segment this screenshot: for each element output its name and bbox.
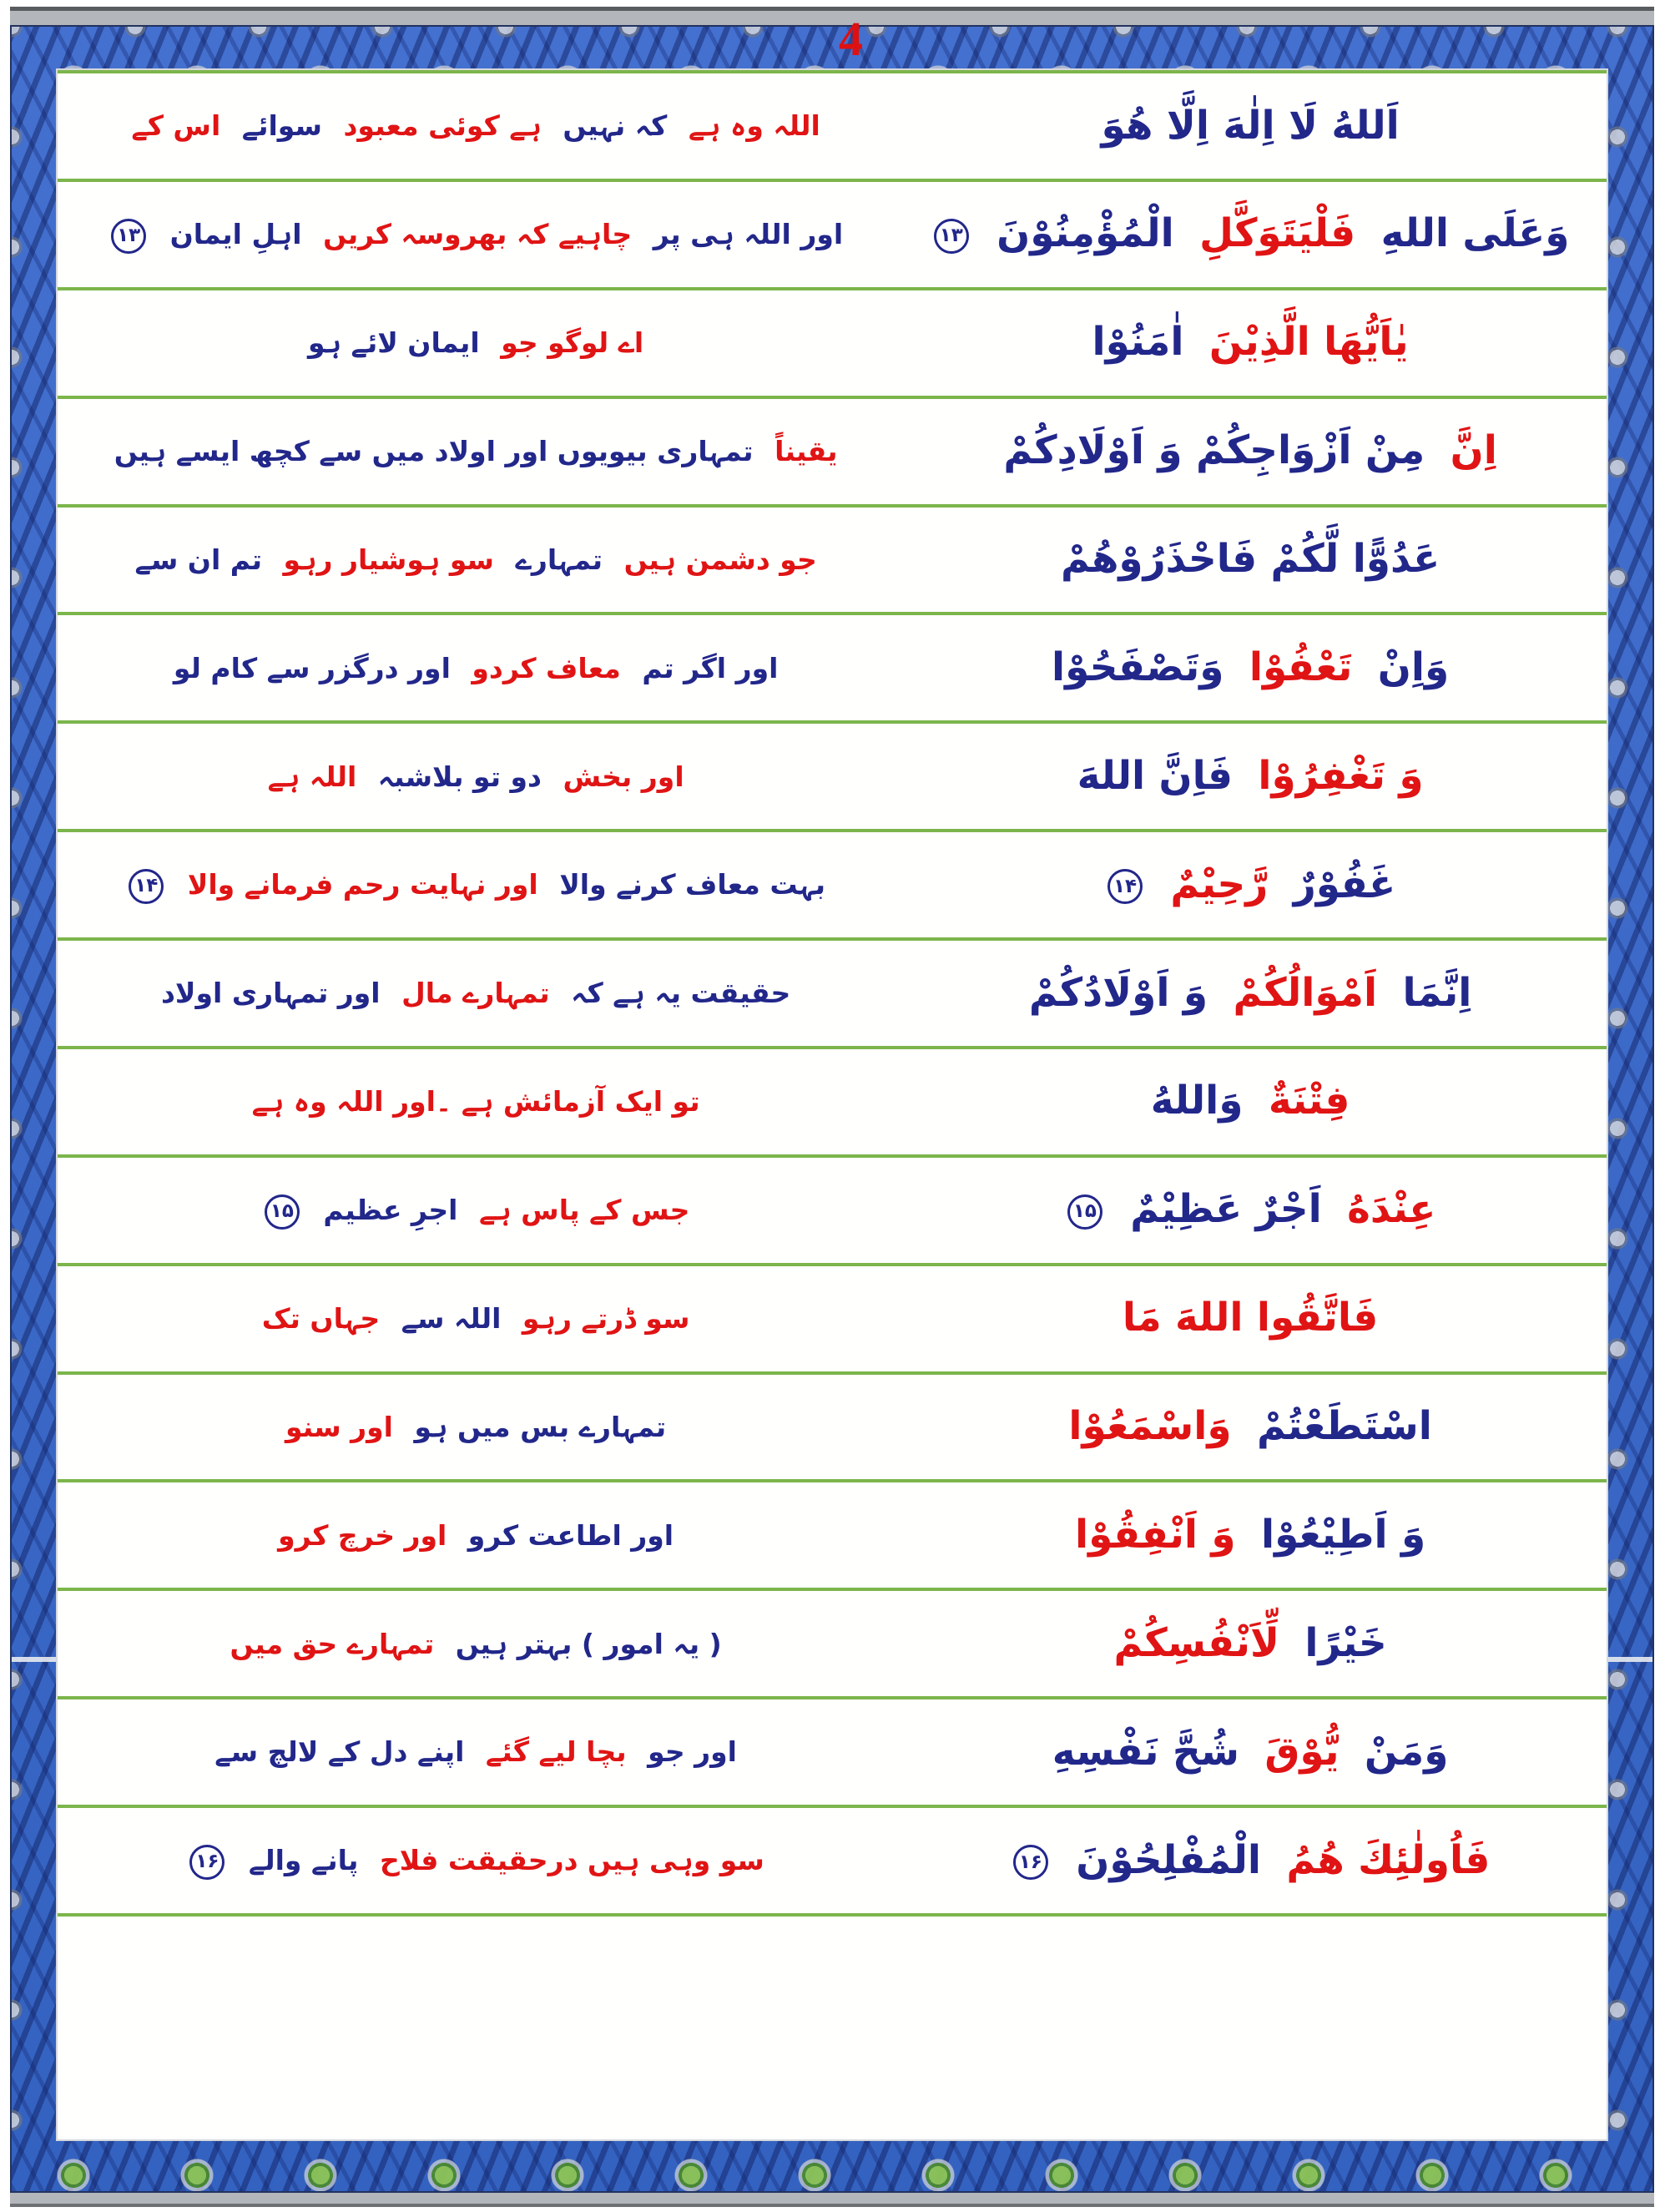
urdu-text-segment: پانے والے: [248, 1844, 359, 1877]
urdu-translation-cell: [58, 1297, 894, 1340]
urdu-text-segment: ( یہ امور ) بہتر ہیں: [455, 1627, 722, 1660]
arabic-text-segment: وَ تَغْفِرُوْا: [1258, 752, 1424, 799]
urdu-translation-cell: [58, 1623, 894, 1665]
arabic-text-segment: فَاُولٰئِكَ هُمُ: [1286, 1836, 1491, 1883]
urdu-translation-cell: [58, 755, 894, 798]
arabic-verse-cell: [894, 752, 1607, 801]
arabic-text-segment: اِنَّمَا: [1402, 969, 1472, 1016]
arabic-verse-cell: [894, 535, 1607, 584]
verse-row-11: [58, 1158, 1607, 1266]
urdu-translation-cell: [58, 1080, 894, 1123]
urdu-text-segment: تمہارے بس میں ہو: [414, 1410, 667, 1443]
urdu-text-segment: اور تمہاری اولاد: [161, 977, 381, 1010]
ornamental-border: [10, 25, 1654, 2193]
urdu-translation-cell: [58, 972, 894, 1014]
urdu-text-segment: یقیناً: [774, 434, 838, 467]
arabic-verse-cell: [894, 969, 1607, 1018]
arabic-text-segment: لِّاَنْفُسِكُمْ: [1113, 1619, 1279, 1666]
arabic-text-segment: وَاسْمَعُوْا: [1068, 1403, 1232, 1450]
urdu-text-segment: اور اگر تم: [642, 651, 779, 684]
page-number: 4: [839, 12, 863, 66]
arabic-verse-cell: [894, 210, 1607, 259]
verse-row-8: [58, 832, 1607, 941]
verse-row-17: [58, 1808, 1607, 1917]
arabic-text-segment: اٰمَنُوْا: [1092, 319, 1184, 366]
arabic-text-segment: غَفُوْرٌ: [1293, 861, 1396, 907]
urdu-text-segment: بچا لیے گئے: [485, 1735, 627, 1769]
verse-row-1: [58, 73, 1607, 182]
arabic-verse-cell: [894, 861, 1607, 910]
urdu-text-segment: کہ نہیں: [563, 109, 668, 143]
verse-number-badge: ۱۳: [934, 219, 969, 254]
urdu-text-segment: اور اطاعت کرو: [467, 1518, 674, 1552]
urdu-text-segment: سو ڈرتے رہو: [522, 1301, 690, 1335]
urdu-text-segment: اس کے: [131, 109, 221, 143]
verse-row-6: [58, 615, 1607, 724]
arabic-verse-cell: [894, 1185, 1607, 1235]
arabic-verse-cell: [894, 1294, 1607, 1343]
arabic-text-segment: اَجْرٌ عَظِيْمٌ: [1130, 1186, 1322, 1233]
urdu-text-segment: اور سنو: [285, 1410, 393, 1443]
arabic-text-segment: وَمَنْ: [1364, 1728, 1449, 1775]
arabic-text-segment: اَللهُ لَا اِلٰهَ اِلَّا هُوَ: [1101, 102, 1400, 149]
verse-number-badge: ۱۶: [1013, 1845, 1048, 1880]
verse-number-badge: ۱۶: [189, 1845, 225, 1880]
urdu-translation-cell: [58, 430, 894, 472]
urdu-text-segment: اور اللہ ہی پر: [653, 218, 844, 251]
arabic-text-segment: وَ اَنْفِقُوْا: [1075, 1511, 1236, 1558]
arabic-text-segment: خَيْرًا: [1304, 1619, 1387, 1666]
verse-row-3: [58, 290, 1607, 399]
urdu-translation-cell: [58, 1839, 894, 1881]
arabic-text-segment: يٰاَيُّهَا الَّذِيْنَ: [1208, 319, 1409, 366]
arabic-text-segment: شُحَّ نَفْسِهِ: [1052, 1728, 1239, 1775]
verse-number-badge: ۱۴: [1107, 869, 1143, 904]
urdu-text-segment: اور نہایت رحم فرمانے والا: [187, 868, 538, 901]
urdu-text-segment: اپنے دل کے لالچ سے: [214, 1735, 465, 1769]
verse-number-badge: ۱۵: [265, 1194, 300, 1230]
arabic-verse-cell: [894, 1511, 1607, 1560]
urdu-text-segment: اللہ وہ ہے: [688, 109, 820, 143]
verse-table: [58, 70, 1607, 1917]
urdu-text-segment: جس کے پاس ہے: [479, 1194, 690, 1227]
arabic-verse-cell: [894, 102, 1607, 151]
arabic-verse-cell: [894, 644, 1607, 693]
urdu-text-segment: اور درگزر سے کام لو: [173, 651, 451, 684]
arabic-text-segment: وَتَصْفَحُوْا: [1052, 644, 1224, 690]
urdu-text-segment: اے لوگو جو: [501, 326, 644, 360]
arabic-text-segment: فَلْيَتَوَكَّلِ: [1199, 210, 1356, 257]
urdu-translation-cell: [58, 538, 894, 581]
urdu-translation-cell: [58, 863, 894, 906]
arabic-text-segment: وَاِنْ: [1377, 644, 1450, 690]
verse-row-7: [58, 724, 1607, 832]
arabic-text-segment: الْمُفْلِحُوْنَ: [1076, 1836, 1261, 1883]
arabic-verse-cell: [894, 1619, 1607, 1669]
urdu-text-segment: تمہاری بیویوں اور اولاد میں سے کچھ ایسے ہیں: [114, 434, 754, 467]
verse-row-14: [58, 1482, 1607, 1591]
urdu-text-segment: اور خرچ کرو: [278, 1518, 447, 1552]
verse-row-12: [58, 1266, 1607, 1375]
verse-row-2: [58, 182, 1607, 290]
arabic-text-segment: تَعْفُوْا: [1249, 644, 1353, 690]
arabic-text-segment: اِنَّ: [1450, 427, 1497, 474]
arabic-text-segment: عِنْدَهُ: [1347, 1186, 1436, 1233]
arabic-text-segment: فَاِنَّ اللهَ: [1077, 752, 1234, 799]
urdu-text-segment: ایمان لائے ہو: [308, 326, 480, 360]
urdu-text-segment: حقیقت یہ ہے کہ: [571, 977, 791, 1010]
urdu-text-segment: اللہ ہے: [267, 760, 357, 793]
urdu-text-segment: اللہ سے: [401, 1301, 502, 1335]
arabic-text-segment: وَ اَوْلَادُكُمْ: [1028, 969, 1208, 1016]
arabic-verse-cell: [894, 1402, 1607, 1452]
urdu-text-segment: جو دشمن ہیں: [623, 543, 817, 576]
arabic-text-segment: وَ اَطِيْعُوْا: [1260, 1511, 1426, 1558]
arabic-text-segment: عَدُوًّا لَّكُمْ فَاحْذَرُوْهُمْ: [1060, 536, 1440, 583]
arabic-text-segment: اَمْوَالُكُمْ: [1233, 969, 1378, 1016]
urdu-text-segment: دو تو بلاشبہ: [377, 760, 542, 793]
urdu-text-segment: سوائے: [241, 109, 322, 143]
verse-number-badge: ۱۳: [111, 219, 146, 254]
verse-row-9: [58, 941, 1607, 1049]
urdu-text-segment: سو وہی ہیں درحقیقت فلاح: [379, 1844, 764, 1877]
urdu-text-segment: ہے کوئی معبود: [343, 109, 542, 143]
verse-row-10: [58, 1049, 1607, 1158]
urdu-translation-cell: [58, 213, 894, 255]
arabic-verse-cell: [894, 1728, 1607, 1777]
verse-row-15: [58, 1591, 1607, 1699]
urdu-text-segment: اجرِ عظیم: [323, 1194, 458, 1227]
urdu-text-segment: تمہارے مال: [401, 977, 550, 1010]
arabic-text-segment: فِتْنَةٌ: [1268, 1078, 1350, 1124]
verse-row-5: [58, 508, 1607, 616]
urdu-text-segment: اور بخش: [563, 760, 684, 793]
arabic-text-segment: اسْتَطَعْتُمْ: [1256, 1403, 1432, 1450]
arabic-text-segment: فَاتَّقُوا اللهَ مَا: [1122, 1295, 1379, 1341]
urdu-text-segment: سو ہوشیار رہو: [283, 543, 494, 576]
arabic-verse-cell: [894, 318, 1607, 367]
urdu-translation-cell: [58, 321, 894, 364]
urdu-text-segment: چاہیے کہ بھروسہ کریں: [323, 218, 633, 251]
urdu-text-segment: تمہارے حق میں: [230, 1627, 435, 1660]
arabic-text-segment: وَعَلَى اللهِ: [1380, 210, 1570, 257]
arabic-verse-cell: [894, 427, 1607, 476]
urdu-text-segment: اور جو: [648, 1735, 737, 1769]
verse-number-badge: ۱۵: [1067, 1194, 1102, 1230]
urdu-translation-cell: [58, 1514, 894, 1557]
urdu-translation-cell: [58, 647, 894, 689]
verse-row-13: [58, 1375, 1607, 1483]
arabic-text-segment: رَّحِيْمٌ: [1170, 861, 1269, 907]
arabic-text-segment: مِنْ اَزْوَاجِكُمْ وَ اَوْلَادِكُمْ: [1003, 427, 1425, 474]
urdu-text-segment: تو ایک آزمائش ہے ۔اور اللہ وہ ہے: [251, 1085, 700, 1119]
urdu-translation-cell: [58, 1189, 894, 1231]
urdu-translation-cell: [58, 1730, 894, 1773]
arabic-verse-cell: [894, 1836, 1607, 1886]
page-frame: [10, 7, 1654, 2207]
urdu-text-segment: اہلِ ایمان: [169, 218, 302, 251]
urdu-text-segment: تمہارے: [515, 543, 603, 576]
urdu-text-segment: جہاں تک: [261, 1301, 381, 1335]
verse-number-badge: ۱۴: [129, 869, 164, 904]
urdu-translation-cell: [58, 1406, 894, 1448]
urdu-text-segment: تم ان سے: [134, 543, 263, 576]
verse-row-16: [58, 1699, 1607, 1808]
urdu-text-segment: معاف کردو: [472, 651, 621, 684]
verse-row-4: [58, 399, 1607, 508]
urdu-translation-cell: [58, 104, 894, 147]
arabic-verse-cell: [894, 1077, 1607, 1126]
page-content-panel: [58, 70, 1607, 2139]
urdu-text-segment: بہت معاف کرنے والا: [559, 868, 825, 901]
arabic-text-segment: وَاللهُ: [1150, 1078, 1244, 1124]
arabic-text-segment: يُّوْقَ: [1264, 1728, 1340, 1775]
arabic-text-segment: الْمُؤْمِنُوْنَ: [996, 210, 1174, 257]
